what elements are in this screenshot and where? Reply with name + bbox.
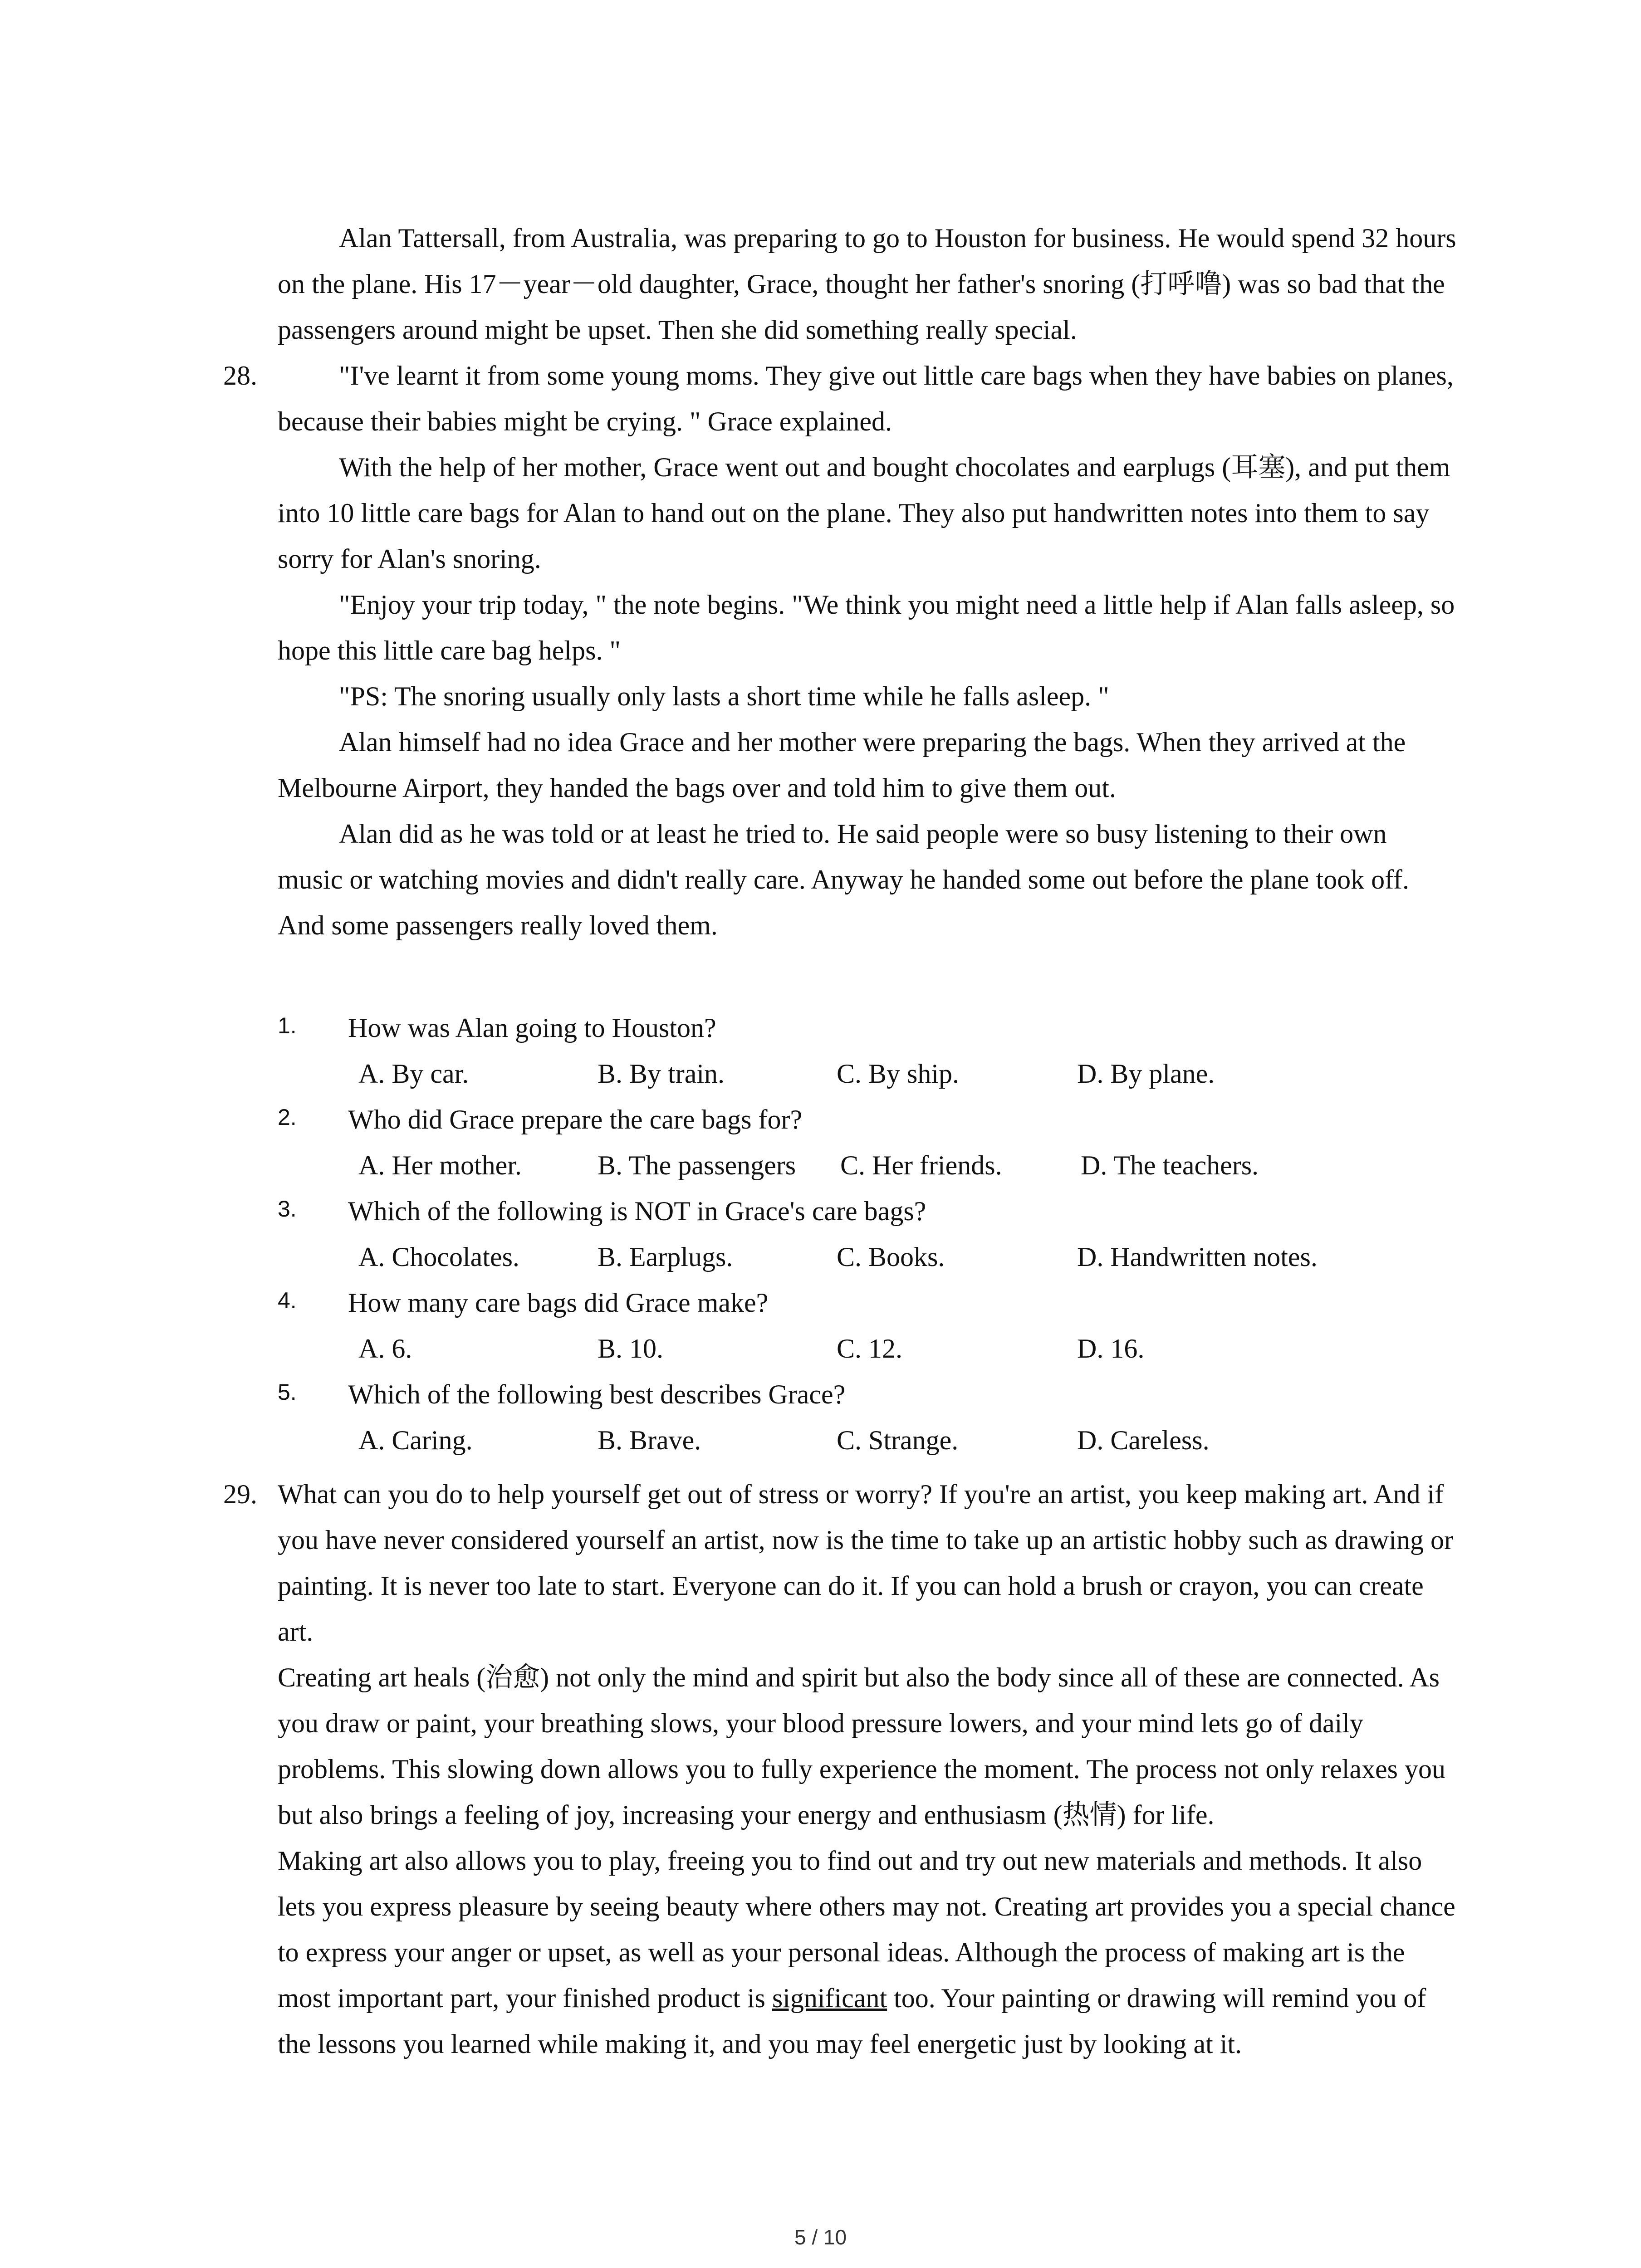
question-2-option-c[interactable]: C. Her friends. [840,1150,1002,1180]
question-2-option-a[interactable]: A. Her mother. [358,1150,522,1180]
question-5-option-a[interactable]: A. Caring. [358,1425,473,1455]
question-3-option-b[interactable]: B. Earplugs. [598,1242,733,1272]
question-4-option-d[interactable]: D. 16. [1077,1334,1145,1364]
passage-28-paragraph-1: Alan Tattersall, from Australia, was preparing to go to Houston for business. He would spend 32 hours on the plane. His 17－year－old daughter, Grace, thought her father's snoring (打呼噜) was so bad that the passengers around might be upset. Then she did something really special. [278,223,1456,345]
question-5-number: 5. [278,1379,297,1405]
question-4-option-b[interactable]: B. 10. [598,1334,664,1364]
passage-29 [278,1471,1457,2067]
question-1-number: 1. [278,1013,297,1038]
passage-28-paragraph-6: Alan himself had no idea Grace and her mother were preparing the bags. When they arrived at the Melbourne Airport, they handed the bags over and told him to give them out. [278,727,1406,803]
passage-29-paragraph-1: What can you do to help yourself get out of stress or worry? If you're an artist, you keep making art. And if you have never considered yourself an artist, now is the time to take up an artistic hobby such as drawing or painting. It is never too late to start. Everyone can do it. If you can hold a brush or crayon, you can create art. [278,1479,1453,1647]
question-4-number: 4. [278,1288,297,1313]
question-3 [278,1188,1457,1234]
question-1-option-d[interactable]: D. By plane. [1077,1059,1215,1089]
question-1-option-b[interactable]: B. By train. [598,1059,725,1089]
question-3-options [278,1234,1457,1280]
question-5-option-d[interactable]: D. Careless. [1077,1425,1210,1455]
underlined-word-significant: significant [772,1983,887,2013]
question-number-29: 29. [223,1479,257,1509]
question-2-option-d[interactable]: D. The teachers. [1081,1150,1259,1180]
passage-29-paragraph-3 [278,1838,1457,2067]
question-1-options [278,1051,1457,1097]
question-5-options [278,1418,1457,1463]
passage-28-paragraph-7: Alan did as he was told or at least he tried to. He said people were so busy listening to their own music or watching movies and didn't really care. Anyway he handed some out before the plane took off. And some passengers really loved them. [278,819,1409,940]
passage-28-paragraph-5: "PS: The snoring usually only lasts a short time while he falls asleep. " [339,681,1109,711]
question-5 [278,1372,1457,1418]
question-2-options [278,1143,1457,1188]
question-4-option-a[interactable]: A. 6. [358,1334,412,1364]
passage-28 [278,215,1457,948]
question-2-option-b[interactable]: B. The passengers [598,1150,796,1180]
question-4-options [278,1326,1457,1372]
question-5-option-b[interactable]: B. Brave. [598,1425,701,1455]
passage-28-paragraph-2: "I've learnt it from some young moms. They give out little care bags when they have babies on planes, because their babies might be crying. " Grace explained. [278,361,1454,436]
question-2-text: Who did Grace prepare the care bags for? [348,1105,803,1134]
question-3-option-c[interactable]: C. Books. [837,1242,945,1272]
question-1-option-a[interactable]: A. By car. [358,1059,469,1089]
passage-29-paragraph-3-text-after: too. Your painting or drawing will remind you of the lessons you learned while making it, and you may feel energetic just by looking at it. [278,1983,1426,2059]
passage-29-paragraph-2: Creating art heals (治愈) not only the mind and spirit but also the body since all of these are connected. As you draw or paint, your breathing slows, your blood pressure lowers, and your mind lets go of daily problems. This slowing down allows you to fully experience the moment. The process not only relaxes you but also brings a feeling of joy, increasing your energy and enthusiasm (热情) for life. [278,1662,1445,1830]
question-3-option-a[interactable]: A. Chocolates. [358,1242,519,1272]
passage-28-paragraph-3: With the help of her mother, Grace went out and bought chocolates and earplugs (耳塞), and put them into 10 little care bags for Alan to hand out on the plane. They also put handwritten notes into them to say sorry for Alan's snoring. [278,452,1450,574]
question-number-28: 28. [223,361,257,391]
question-4-option-c[interactable]: C. 12. [837,1334,903,1364]
question-4-text: How many care bags did Grace make? [348,1288,769,1318]
question-2 [278,1097,1457,1143]
question-1-text: How was Alan going to Houston? [348,1013,716,1043]
question-5-text: Which of the following best describes Grace? [348,1379,846,1409]
question-list-28 [278,1005,1457,1463]
question-3-number: 3. [278,1196,297,1222]
page-number: 5 / 10 [794,2225,847,2249]
question-4 [278,1280,1457,1326]
question-1-option-c[interactable]: C. By ship. [837,1059,960,1089]
question-3-text: Which of the following is NOT in Grace's care bags? [348,1196,926,1226]
question-5-option-c[interactable]: C. Strange. [837,1425,959,1455]
question-2-number: 2. [278,1105,297,1130]
question-3-option-d[interactable]: D. Handwritten notes. [1077,1242,1318,1272]
question-1 [278,1005,1457,1051]
passage-29-paragraph-3-text-before: Making art also allows you to play, freeing you to find out and try out new materials and methods. It also lets you express pleasure by seeing beauty where others may not. Creating art provides you a special chance to express your anger or upset, as well as your personal ideas. Although the process of making art is the most important part, your finished product is [278,1846,1455,2013]
passage-28-paragraph-4: "Enjoy your trip today, " the note begins. "We think you might need a little help if Alan falls asleep, so hope this little care bag helps. " [278,590,1455,665]
